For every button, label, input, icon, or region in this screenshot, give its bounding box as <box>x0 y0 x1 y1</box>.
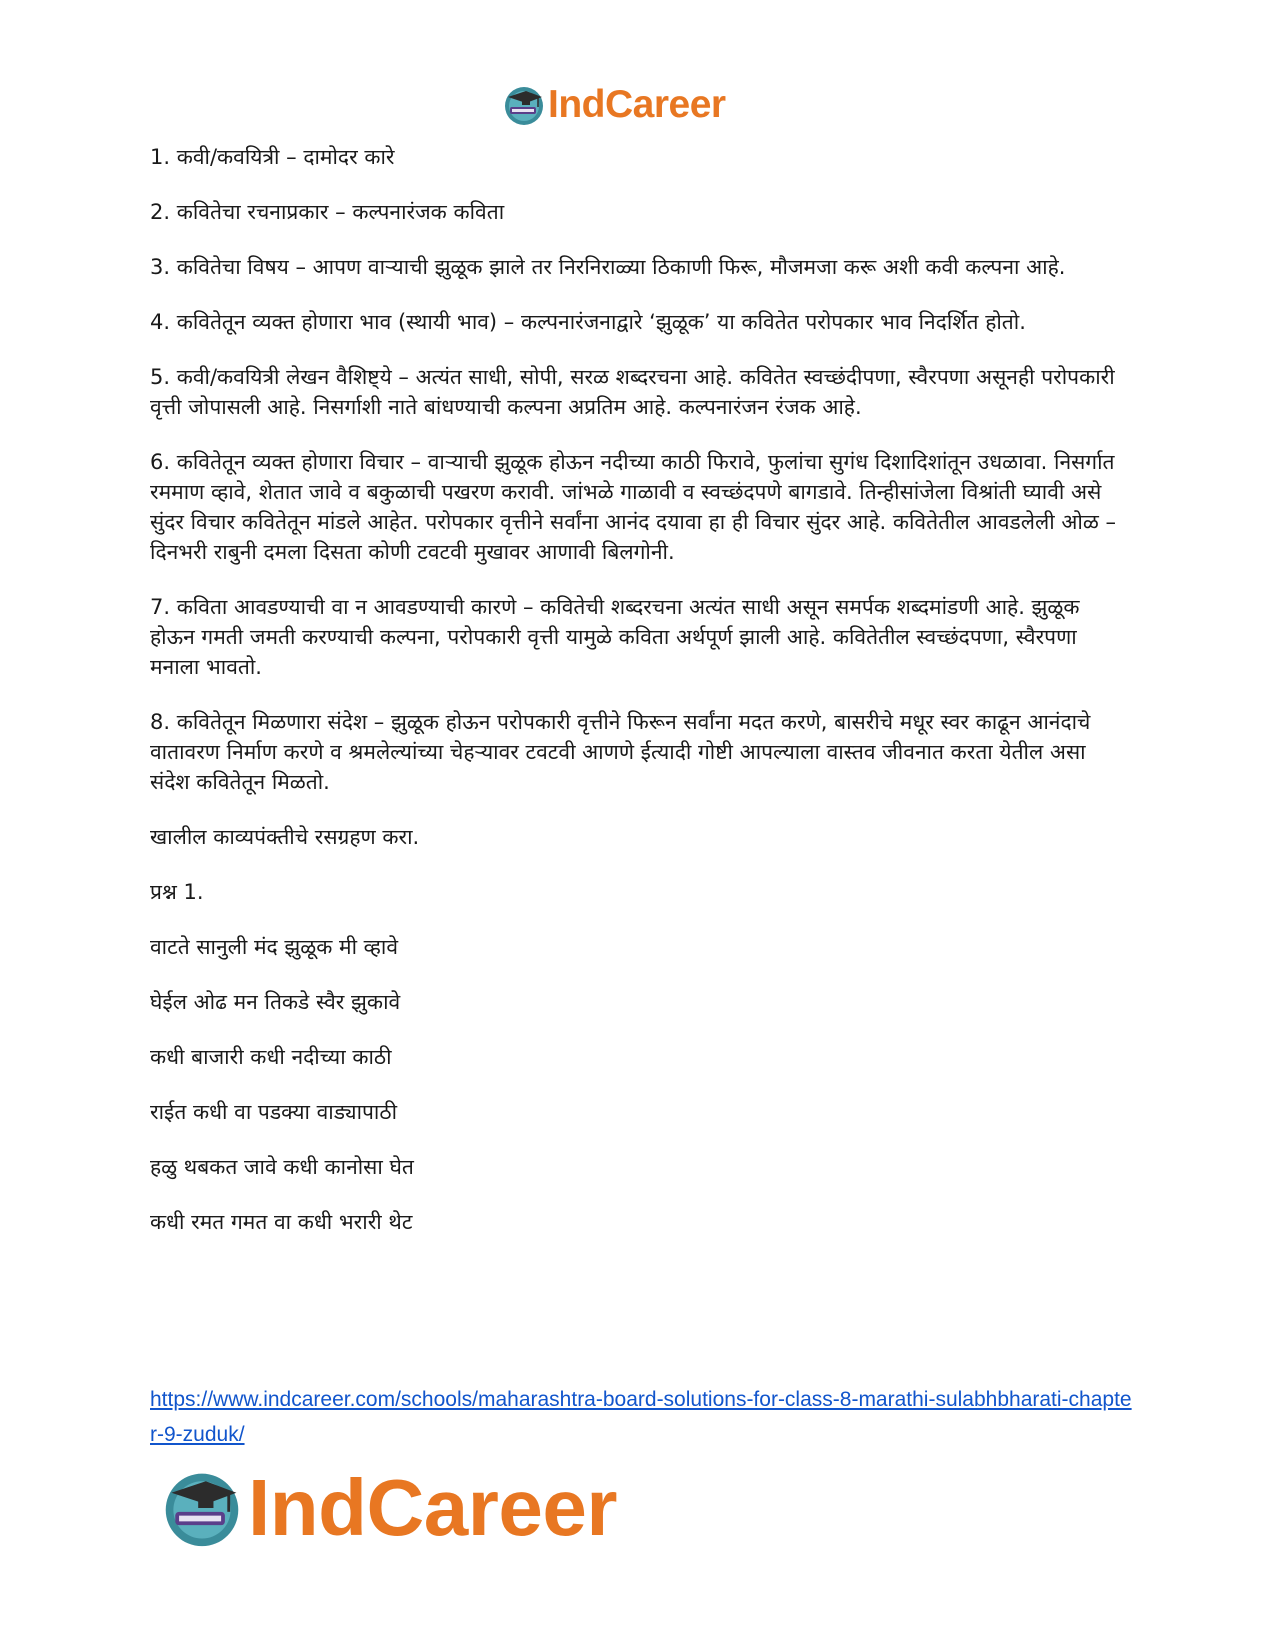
header-logo <box>502 80 726 130</box>
question-label: प्रश्न 1. <box>150 880 204 904</box>
poem-line: राईत कधी वा पडक्या वाड्यापाठी <box>150 1100 398 1124</box>
list-item: 8. कवितेतून मिळणारा संदेश – झुळूक होऊन परोपकारी वृत्तीने फिरून सर्वांना मदत करणे, बासरीचे मधूर स्वर काढून आनंदाचे वातावरण निर्माण करणे व श्रमलेल्यांच्या चेहऱ्यावर टवटवी आणणे ईत्यादी गोष्टी आपल्याला वास्तव जीवनात करता येतील असा संदेश कवितेतून मिळतो. <box>150 710 1091 794</box>
graduation-cap-book-icon <box>502 83 546 127</box>
poem-line: वाटते सानुली मंद झुळूक मी व्हावे <box>150 935 399 959</box>
footer-logo <box>160 1460 617 1556</box>
source-link[interactable]: https://www.indcareer.com/schools/maharashtra-board-solutions-for-class-8-marathi-sulabhbharati-chapter-9-zuduk/ <box>150 1388 1132 1446</box>
poem-line: कधी रमत गमत वा कधी भरारी थेट <box>150 1210 413 1234</box>
list-item: 5. कवी/कवयित्री लेखन वैशिष्ट्ये – अत्यंत साधी, सोपी, सरळ शब्दरचना आहे. कवितेत स्वच्छंदीपणा, स्वैरपणा असूनही परोपकारी वृत्ती जोपासली आहे. निसर्गाशी नाते बांधण्याची कल्पना अप्रतिम आहे. कल्पनारंजन रंजक आहे. <box>150 365 1115 419</box>
list-item: 4. कवितेतून व्यक्त होणारा भाव (स्थायी भाव) – कल्पनारंजनाद्वारे ‘झुळूक’ या कवितेत परोपकार भाव निदर्शित होतो. <box>150 310 1026 334</box>
list-item: 6. कवितेतून व्यक्त होणारा विचार – वाऱ्याची झुळूक होऊन नदीच्या काठी फिरावे, फुलांचा सुगंध दिशादिशांतून उधळावा. निसर्गात रममाण व्हावे, शेतात जावे व बकुळाची पखरण करावी. जांभळे गाळावी व स्वच्छंदपणे बागडावे. तिन्हीसांजेला विश्रांती घ्यावी असे सुंदर विचार कवितेतून मांडले आहेत. परोपकार वृत्तीने सर्वांना आनंद दयावा हा ही विचार सुंदर आहे. कवितेतील आवडलेली ओळ – दिनभरी राबुनी दमला दिसता कोणी टवटवी मुखावर आणावी बिलगोनी. <box>150 450 1116 564</box>
list-item: 1. कवी/कवयित्री – दामोदर कारे <box>150 145 395 169</box>
list-item: 7. कविता आवडण्याची वा न आवडण्याची कारणे – कवितेची शब्दरचना अत्यंत साधी असून समर्पक शब्दमांडणी आहे. झुळूक होऊन गमती जमती करण्याची कल्पना, परोपकारी वृत्ती यामुळे कविता अर्थपूर्ण झाली आहे. कवितेतील स्वच्छंदपणा, स्वैरपणा मनाला भावतो. <box>150 595 1080 679</box>
document-body <box>150 140 1130 1262</box>
logo-wordmark: IndCareer <box>248 1463 617 1552</box>
poem-line: घेईल ओढ मन तिकडे स्वैर झुकावे <box>150 990 401 1014</box>
logo-wordmark: IndCareer <box>548 83 726 126</box>
instruction: खालील काव्यपंक्तीचे रसग्रहण करा. <box>150 825 420 849</box>
poem-line: कधी बाजारी कधी नदीच्या काठी <box>150 1045 392 1069</box>
poem-line: हळु थबकत जावे कधी कानोसा घेत <box>150 1155 414 1179</box>
graduation-cap-book-icon <box>160 1466 244 1550</box>
list-item: 2. कवितेचा रचनाप्रकार – कल्पनारंजक कविता <box>150 200 505 224</box>
list-item: 3. कवितेचा विषय – आपण वाऱ्याची झुळूक झाले तर निरनिराळ्या ठिकाणी फिरू, मौजमजा करू अशी कवी कल्पना आहे. <box>150 255 1066 279</box>
